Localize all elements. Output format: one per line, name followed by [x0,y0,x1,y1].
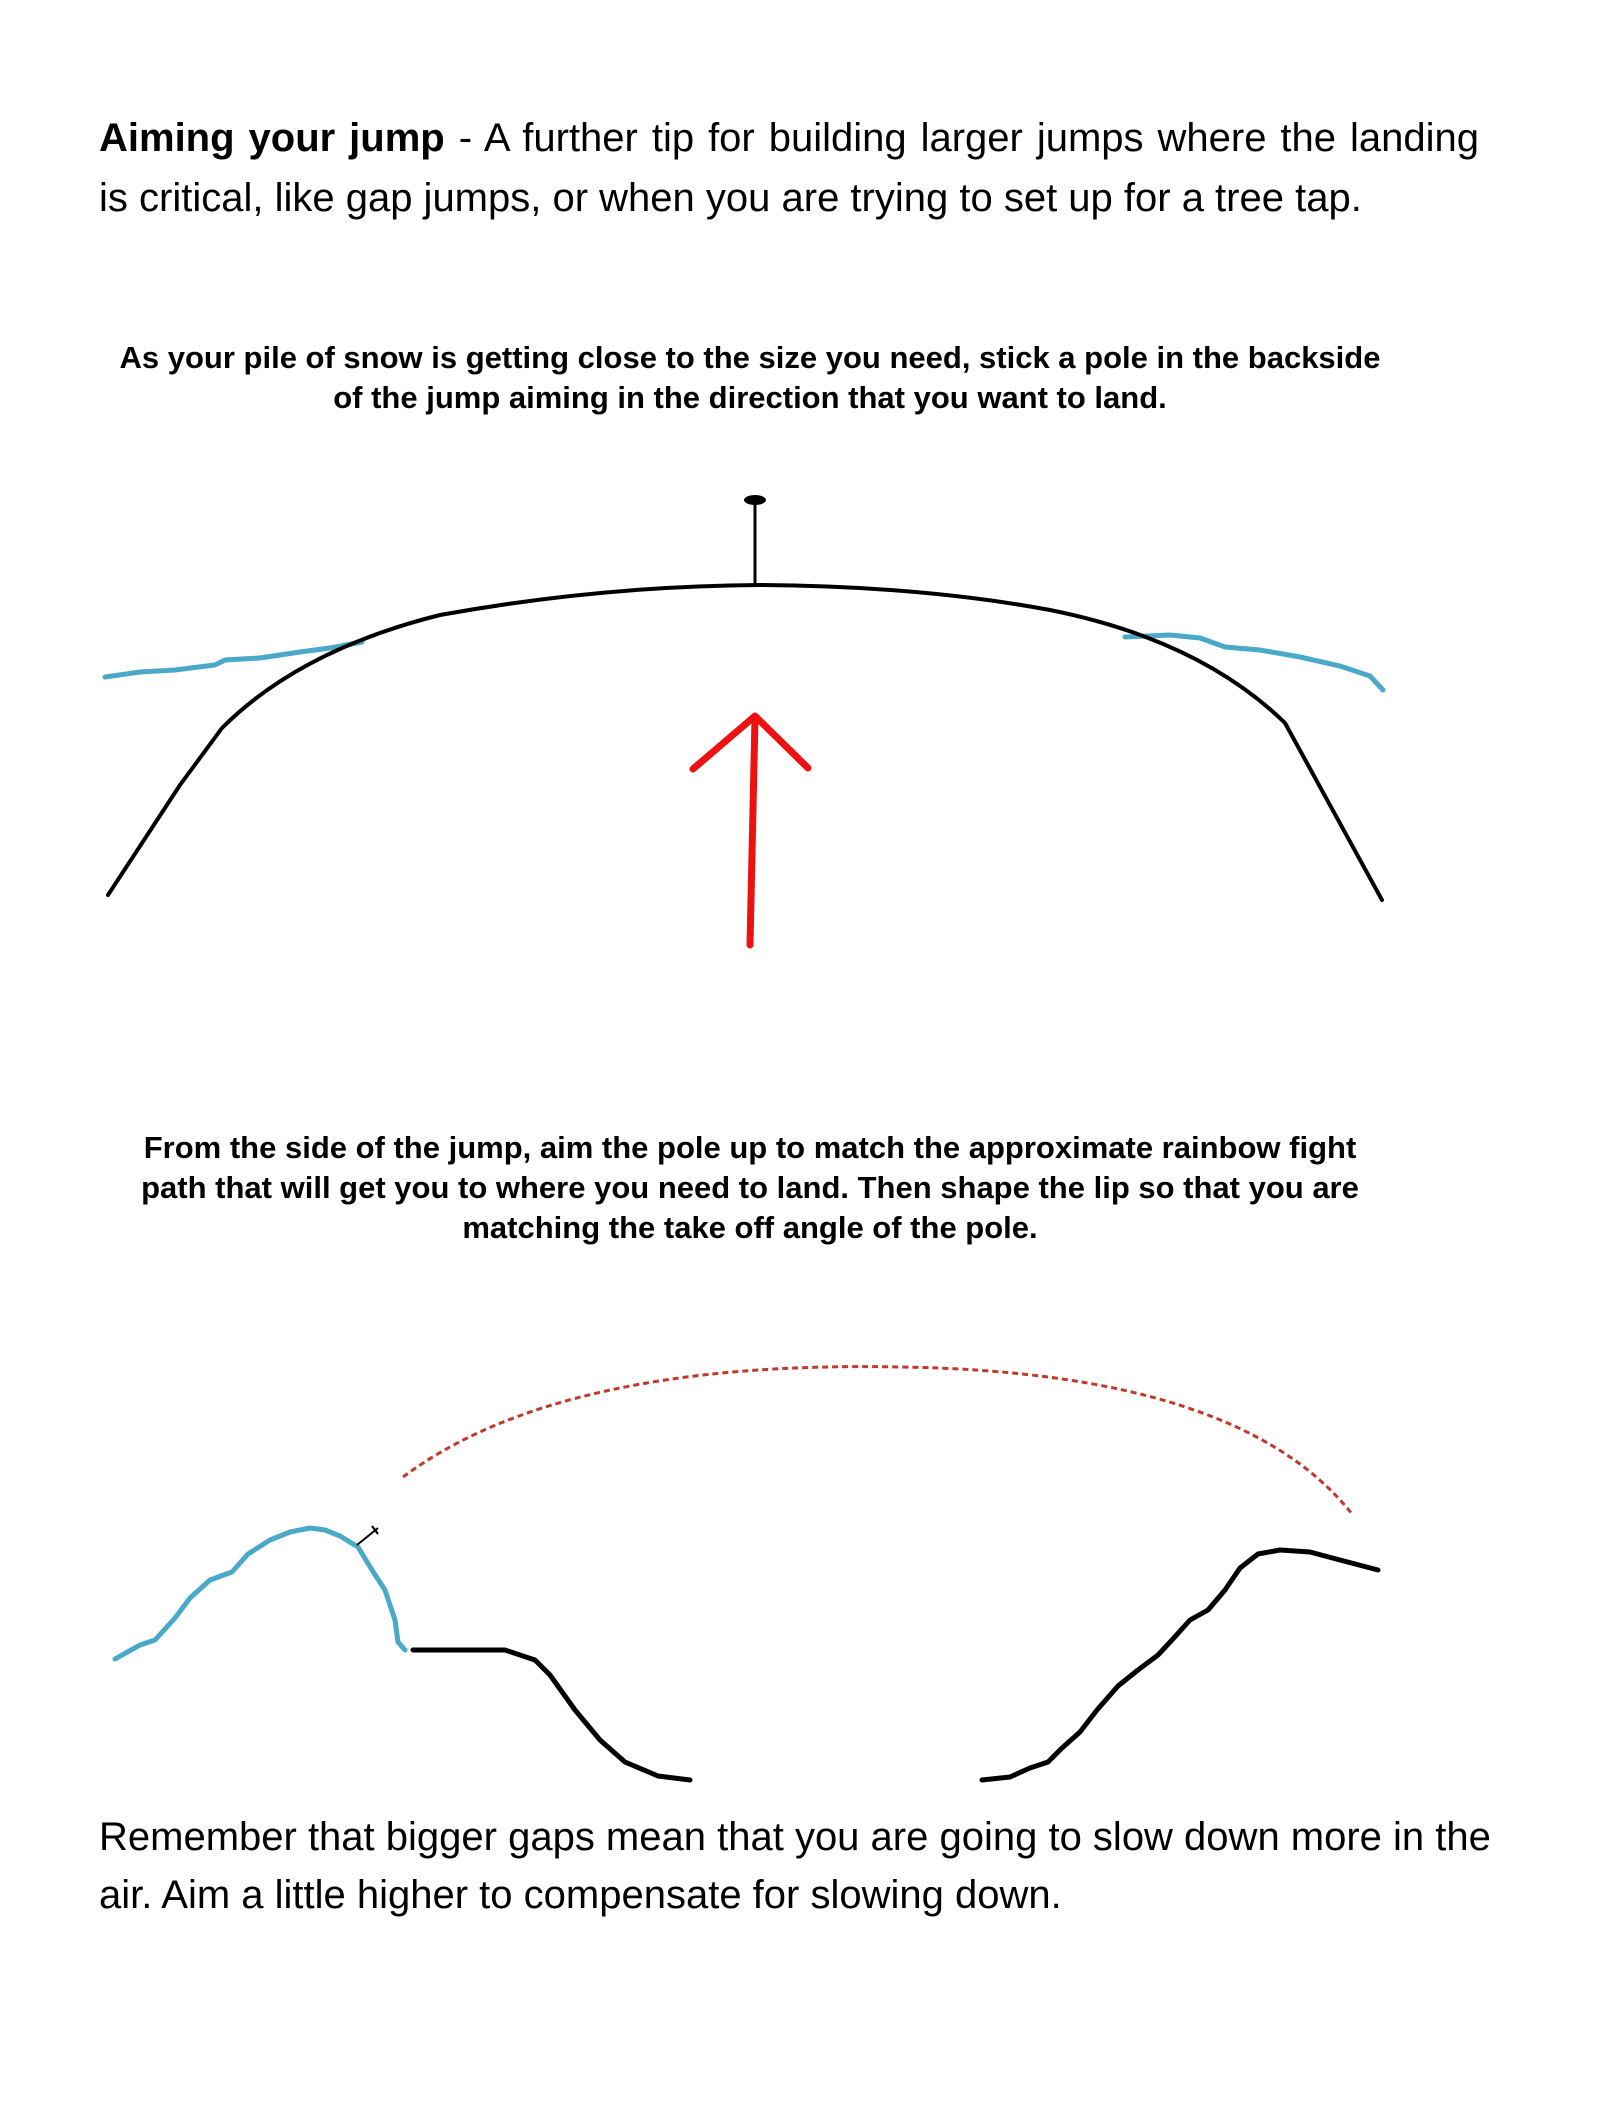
takeoff-snow-pile [115,1528,405,1659]
intro-separator: - [444,116,484,160]
closing-paragraph: Remember that bigger gaps mean that you are going to slow down more in the air. Aim a little higher to compensate for slowing down. [99,1815,1491,1917]
caption-side-view: From the side of the jump, aim the pole up to match the approximate rainbow fight path that will get you to where you need to land. Then shape the lip so that you are matching the take off angle of the pole. [141,1130,1359,1245]
pole-basket-icon [744,495,766,505]
intro-heading: Aiming your jump [99,116,445,160]
direction-arrow-icon [693,716,808,945]
jump-outline [108,585,1382,900]
intro-text: A further tip for building larger jumps where the landing is critical, like gap jumps, or when you are trying to set up for a tree tap. [99,116,1480,220]
side-view-diagram [0,1300,1600,1800]
intro-paragraph [99,108,1479,228]
caption-top-view: As your pile of snow is getting close to the size you need, stick a pole in the backside of the jump aiming in the direction that you want to land. [119,340,1381,415]
trajectory-arc [403,1367,1352,1514]
top-view-diagram [0,480,1600,980]
left-snow-edge [105,642,362,677]
gap-left-ground [413,1650,690,1780]
landing-ground [982,1550,1378,1780]
